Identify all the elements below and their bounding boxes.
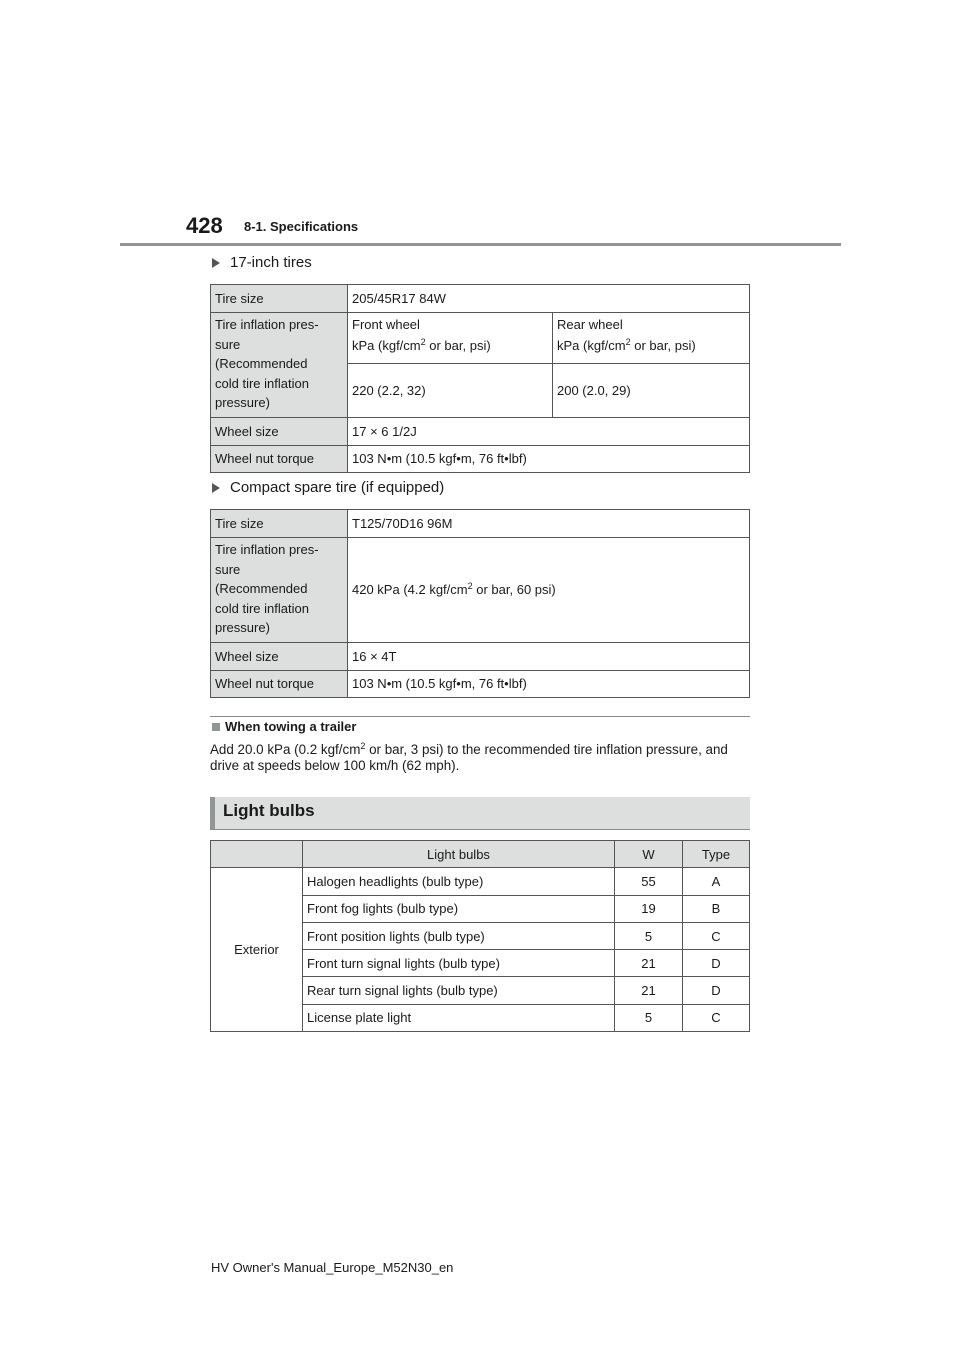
- bulb-watts: 55: [615, 868, 683, 895]
- pressure-label-line: pressure): [215, 395, 270, 410]
- tires17-pressure-label: [211, 313, 348, 418]
- header-rule: [120, 243, 841, 246]
- bulb-watts: 19: [615, 895, 683, 922]
- towing-heading: [210, 719, 356, 734]
- spare-table: [210, 509, 750, 698]
- front-wheel-title: Front wheel: [352, 317, 420, 332]
- front-wheel-unit: kPa ($kgf/cm^2$ or bar, psi): [352, 337, 491, 353]
- bulb-watts: 21: [615, 950, 683, 977]
- bulb-type: C: [683, 922, 750, 949]
- tires17-table: [210, 284, 750, 473]
- light-bulbs-table: [210, 840, 750, 1032]
- page-number: 428: [186, 213, 223, 238]
- bulbs-col-type: Type: [683, 841, 750, 868]
- spare-torque-value: 103 N•m (10.5 kgf•m, 76 ft•lbf): [348, 670, 750, 697]
- bulb-watts: 5: [615, 1004, 683, 1031]
- bulb-name: Rear turn signal lights (bulb type): [303, 977, 615, 1004]
- pressure-label-line: cold tire inflation: [215, 375, 309, 391]
- section-title: 8-1. Specifications: [244, 219, 359, 234]
- tires17-tire-size-value: 205/45R17 84W: [348, 285, 750, 313]
- pressure-label-line: sure: [215, 561, 241, 577]
- bulb-watts: 5: [615, 922, 683, 949]
- tires17-heading-text: 17-inch tires: [230, 254, 312, 271]
- towing-paragraph: Add 20.0 kPa (0.2 kgf/$cm^2$ or bar, 3 psi) to the recommended tire inflation pressure, and drive at speeds below 100 km/h (62 mph).: [210, 741, 728, 773]
- rear-wheel-header: [553, 313, 750, 364]
- bulb-name: Front position lights (bulb type): [303, 922, 615, 949]
- bulb-name: Front turn signal lights (bulb type): [303, 950, 615, 977]
- section-divider: [210, 716, 750, 717]
- spare-wheel-size-label: Wheel size: [211, 642, 348, 670]
- bulbs-col-name: Light bulbs: [303, 841, 615, 868]
- pressure-label-line: Tire inflation pres-: [215, 542, 319, 557]
- tires17-heading: [212, 254, 312, 271]
- bulb-name: License plate light: [303, 1004, 615, 1031]
- pressure-label-line: sure: [215, 336, 241, 352]
- rear-wheel-title: Rear wheel: [557, 317, 623, 332]
- pressure-label-line: pressure): [215, 620, 270, 635]
- triangle-bullet-icon: [212, 258, 220, 268]
- spare-pressure-label: [211, 538, 348, 643]
- rear-wheel-unit: kPa ($kgf/cm^2$ or bar, psi): [557, 337, 696, 353]
- footer-manual-id: HV Owner's Manual_Europe_M52N30_en: [211, 1260, 454, 1275]
- rear-wheel-pressure: 200 (2.0, 29): [553, 364, 750, 417]
- tires17-torque-label: Wheel nut torque: [211, 445, 348, 472]
- tires17-wheel-size-label: Wheel size: [211, 417, 348, 445]
- spare-tire-size-label: Tire size: [211, 510, 348, 538]
- spare-tire-size-value: T125/70D16 96M: [348, 510, 750, 538]
- light-bulbs-heading: [210, 797, 750, 830]
- pressure-label-line: cold tire inflation: [215, 600, 309, 616]
- spare-heading: [212, 479, 444, 496]
- pressure-label-line: (Recommended: [215, 356, 308, 371]
- heading-accent-bar: [210, 797, 215, 829]
- light-bulbs-heading-text: Light bulbs: [223, 801, 315, 820]
- spare-heading-text: Compact spare tire (if equipped): [230, 479, 445, 496]
- pressure-label-line: (Recommended: [215, 581, 308, 596]
- spare-wheel-size-value: 16 × 4T: [348, 642, 750, 670]
- square-bullet-icon: [212, 723, 220, 731]
- bulb-type: C: [683, 1004, 750, 1031]
- front-wheel-header: [348, 313, 553, 364]
- bulbs-col-w: W: [615, 841, 683, 868]
- towing-heading-text: When towing a trailer: [225, 719, 357, 734]
- bulb-name: Front fog lights (bulb type): [303, 895, 615, 922]
- bulb-type: B: [683, 895, 750, 922]
- bulbs-group-exterior: Exterior: [211, 868, 303, 1032]
- spare-pressure-value: 420 kPa (4.2 kgf/$cm^2$ or bar, 60 psi): [348, 538, 750, 643]
- front-wheel-pressure: 220 (2.2, 32): [348, 364, 553, 417]
- bulb-type: D: [683, 950, 750, 977]
- bulbs-col-blank: [211, 841, 303, 868]
- tires17-wheel-size-value: 17 × 6 1/2J: [348, 417, 750, 445]
- spare-torque-label: Wheel nut torque: [211, 670, 348, 697]
- bulb-type: A: [683, 868, 750, 895]
- triangle-bullet-icon: [212, 483, 220, 493]
- pressure-label-line: Tire inflation pres-: [215, 317, 319, 332]
- tires17-torque-value: 103 N•m (10.5 kgf•m, 76 ft•lbf): [348, 445, 750, 472]
- bulb-watts: 21: [615, 977, 683, 1004]
- bulb-name: Halogen headlights (bulb type): [303, 868, 615, 895]
- tires17-tire-size-label: Tire size: [211, 285, 348, 313]
- bulb-type: D: [683, 977, 750, 1004]
